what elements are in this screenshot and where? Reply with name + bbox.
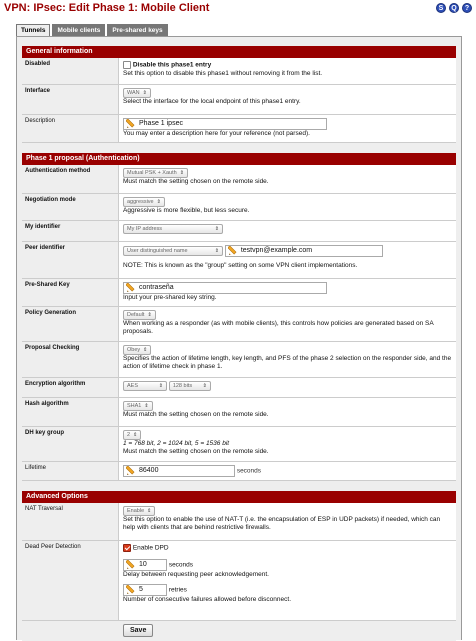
my-identifier-select[interactable] xyxy=(123,224,223,234)
proposal-checking-select[interactable] xyxy=(123,345,151,355)
select-arrows-icon: ⇕ xyxy=(133,432,138,438)
policy-generation-label: Policy Generation xyxy=(22,307,119,341)
select-arrows-icon: ⇕ xyxy=(147,508,152,514)
peer-identifier-label: Peer identifier xyxy=(22,242,119,278)
key-length-select[interactable] xyxy=(169,381,211,391)
dpd-seconds-input[interactable] xyxy=(123,559,167,571)
dh-group-select-value: 2 xyxy=(127,432,131,438)
encryption-select-value: AES xyxy=(127,383,139,389)
policy-generation-hint: When working as a responder (as with mobile clients), this controls how policies are generated based on SA proposals. xyxy=(123,320,434,335)
row-dh-group xyxy=(22,427,456,462)
select-arrows-icon: ⇕ xyxy=(179,170,184,176)
my-identifier-select-value: My IP address xyxy=(127,226,163,232)
row-pre-shared-key xyxy=(22,279,456,307)
dh-group-formula: 1 = 768 bit, 2 = 1024 bit, 5 = 1536 bit xyxy=(123,440,230,447)
row-interface xyxy=(22,85,456,115)
dpd-seconds-unit: seconds xyxy=(168,561,194,569)
negotiation-hint: Aggressive is more flexible, but less secure. xyxy=(123,207,250,214)
dpd-checkbox[interactable] xyxy=(123,544,131,552)
row-policy-generation xyxy=(22,307,456,342)
save-button[interactable]: Save xyxy=(123,624,153,637)
psk-input[interactable] xyxy=(123,282,327,294)
pencil-icon xyxy=(126,119,136,129)
key-length-select-value: 128 bits xyxy=(172,383,193,389)
peer-identifier-select-value: User distinguished name xyxy=(127,248,188,254)
hash-hint: Must match the setting chosen on the remote side. xyxy=(123,411,269,418)
psk-label: Pre-Shared Key xyxy=(22,279,119,306)
dpd-retries-value: 5 xyxy=(139,585,143,593)
auth-method-select-value: Mutual PSK + Xauth xyxy=(127,170,177,176)
peer-identifier-select[interactable] xyxy=(123,246,223,256)
negotiation-select[interactable] xyxy=(123,197,165,207)
auth-method-hint: Must match the setting chosen on the remote side. xyxy=(123,178,269,185)
interface-select[interactable] xyxy=(123,88,151,98)
dpd-seconds-hint: Delay between requesting peer acknowledgement. xyxy=(123,570,269,578)
pencil-icon xyxy=(126,283,136,293)
disabled-label: Disabled xyxy=(22,58,119,84)
status-icon[interactable]: S xyxy=(436,3,446,13)
interface-hint: Select the interface for the local endpoint of this phase1 entry. xyxy=(123,98,301,105)
dpd-retries-hint: Number of consecutive failures allowed before disconnect. xyxy=(123,595,292,603)
dh-group-select[interactable] xyxy=(123,430,141,440)
row-proposal-checking xyxy=(22,342,456,378)
nat-traversal-label: NAT Traversal xyxy=(22,503,119,540)
auth-method-select[interactable] xyxy=(123,168,188,178)
peer-identifier-input-value: testvpn@example.com xyxy=(240,247,313,254)
hash-select-value: SHA1 xyxy=(127,403,142,409)
select-arrows-icon: ⇕ xyxy=(143,347,148,353)
select-arrows-icon: ⇕ xyxy=(142,90,147,96)
select-arrows-icon: ⇕ xyxy=(158,383,163,389)
section-general-information: General information xyxy=(22,46,456,58)
row-peer-identifier xyxy=(22,242,456,279)
select-arrows-icon: ⇕ xyxy=(214,226,219,232)
lifetime-input-value: 86400 xyxy=(139,467,159,474)
psk-hint: Input your pre-shared key string. xyxy=(123,294,217,301)
row-save xyxy=(22,621,456,641)
row-encryption xyxy=(22,378,456,398)
description-label: Description xyxy=(22,115,119,142)
lifetime-input[interactable] xyxy=(123,465,235,477)
negotiation-select-value: aggressive xyxy=(127,199,154,205)
proposal-checking-label: Proposal Checking xyxy=(22,342,119,377)
row-auth-method xyxy=(22,165,456,194)
dpd-retries-unit: retries xyxy=(168,586,187,594)
interface-select-value: WAN xyxy=(127,90,140,96)
policy-generation-select-value: Default xyxy=(127,312,145,318)
auth-method-label: Authentication method xyxy=(22,165,119,193)
pencil-icon xyxy=(126,466,136,476)
encryption-label: Encryption algorithm xyxy=(22,378,119,397)
disable-checkbox-label: Disable this phase1 entry xyxy=(132,61,212,69)
row-disabled xyxy=(22,58,456,85)
description-input[interactable] xyxy=(123,118,327,130)
row-negotiation-mode xyxy=(22,194,456,221)
pencil-icon xyxy=(228,246,238,256)
header-icons xyxy=(436,3,472,13)
lifetime-label: Lifetime xyxy=(22,462,119,480)
select-arrows-icon: ⇕ xyxy=(202,383,207,389)
select-arrows-icon: ⇕ xyxy=(214,248,219,254)
select-arrows-icon: ⇕ xyxy=(156,199,161,205)
dpd-checkbox-label: Enable DPD xyxy=(132,544,169,552)
row-hash xyxy=(22,398,456,427)
my-identifier-label: My identifier xyxy=(22,221,119,241)
hash-label: Hash algorithm xyxy=(22,398,119,426)
encryption-select[interactable] xyxy=(123,381,167,391)
lifetime-unit: seconds xyxy=(236,467,262,475)
row-lifetime xyxy=(22,462,456,481)
section-advanced-options: Advanced Options xyxy=(22,491,456,503)
dpd-seconds-value: 10 xyxy=(139,560,147,568)
edit-panel xyxy=(16,36,462,640)
queue-icon[interactable]: Q xyxy=(449,3,459,13)
peer-identifier-note: NOTE: This is known as the "group" setting on some VPN client implementations. xyxy=(123,262,358,269)
dh-group-label: DH key group xyxy=(22,427,119,461)
dh-group-hint: Must match the setting chosen on the remote side. xyxy=(123,448,269,455)
help-icon[interactable]: ? xyxy=(462,3,472,13)
row-nat-traversal xyxy=(22,503,456,541)
select-arrows-icon: ⇕ xyxy=(147,312,152,318)
interface-label: Interface xyxy=(22,85,119,114)
disable-checkbox[interactable] xyxy=(123,61,131,69)
tab-pre-shared-keys[interactable]: Pre-shared keys xyxy=(107,24,167,36)
dpd-retries-input[interactable] xyxy=(123,584,167,596)
nat-traversal-hint: Set this option to enable the use of NAT-T (i.e. the encapsulation of ESP in UDP packets) if needed, which can help with clients that are behind restrictive firewalls. xyxy=(123,516,441,531)
proposal-checking-select-value: Obey xyxy=(127,347,141,353)
nat-traversal-select-value: Enable xyxy=(127,508,145,514)
page-title: VPN: IPsec: Edit Phase 1: Mobile Client xyxy=(4,2,210,14)
policy-generation-select[interactable] xyxy=(123,310,156,320)
row-description xyxy=(22,115,456,143)
proposal-checking-hint: Specifies the action of lifetime length, key length, and PFS of the phase 2 selection on the responder side, and the action of lifetime check in phase 1. xyxy=(123,355,452,370)
row-dead-peer-detection xyxy=(22,541,456,621)
psk-input-value: contraseña xyxy=(139,284,174,291)
nat-traversal-select[interactable] xyxy=(123,506,155,516)
tab-tunnels[interactable]: Tunnels xyxy=(16,24,50,36)
row-my-identifier xyxy=(22,221,456,242)
section-phase1-proposal: Phase 1 proposal (Authentication) xyxy=(22,153,456,165)
description-input-value: Phase 1 ipsec xyxy=(139,120,183,127)
pencil-icon xyxy=(126,560,136,570)
pencil-icon xyxy=(126,585,136,595)
disabled-hint: Set this option to disable this phase1 without removing it from the list. xyxy=(123,69,323,77)
hash-select[interactable] xyxy=(123,401,153,411)
tab-mobile-clients[interactable]: Mobile clients xyxy=(52,24,105,36)
description-hint: You may enter a description here for your reference (not parsed). xyxy=(123,130,310,137)
dpd-label: Dead Peer Detection xyxy=(22,541,119,620)
peer-identifier-input[interactable] xyxy=(225,245,383,257)
negotiation-label: Negotiation mode xyxy=(22,194,119,220)
tab-bar xyxy=(16,24,168,36)
select-arrows-icon: ⇕ xyxy=(144,403,149,409)
